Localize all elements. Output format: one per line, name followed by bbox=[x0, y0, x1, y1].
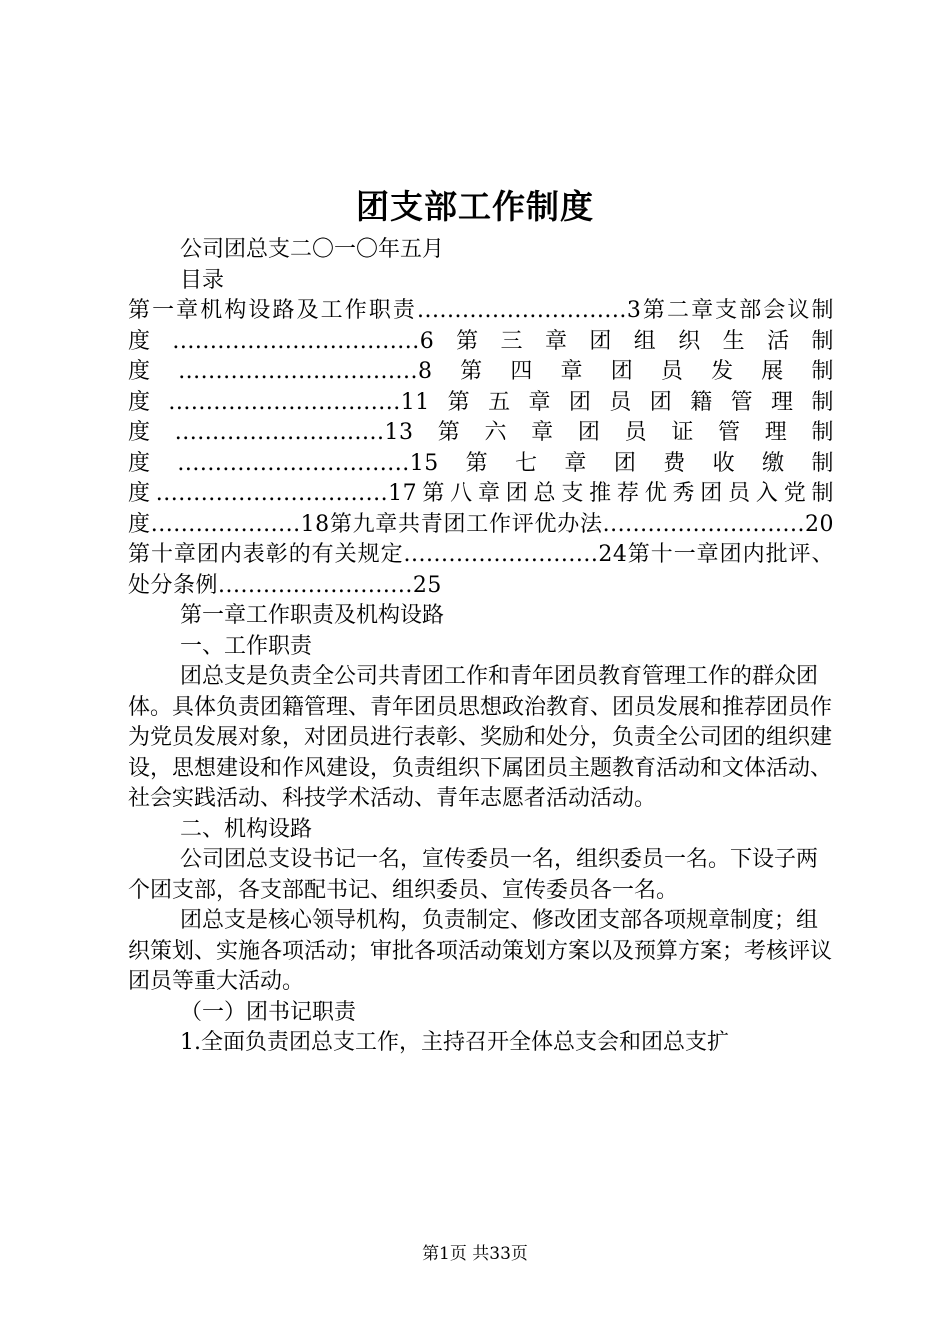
document-body bbox=[128, 235, 834, 1059]
document-title: 团支部工作制度 bbox=[356, 187, 594, 226]
subsection-1-heading: （一）团书记职责 bbox=[180, 999, 357, 1025]
table-of-contents: 第一章机构设路及工作职责............................3第二章支部会议制度.................................6第三章团组织生活制度................................8第四章团员发展制度...............................11第五章团员团籍管理制度............................13第六章团员证管理制度...............................15第七章团费收缴制度...............................17第八章团总支推荐优秀团员入党制度....................18第九章共青团工作评优办法...........................20第十章团内表彰的有关规定..........................24第十一章团内批评、处分条例..........................25 bbox=[128, 298, 834, 598]
org-date-line: 公司团总支二〇一〇年五月 bbox=[180, 237, 445, 262]
page-footer: 第1页 共33页 bbox=[422, 1244, 528, 1264]
section-2-paragraph-2: 团总支是核心领导机构，负责制定、修改团支部各项规章制度；组织策划、实施各项活动；审批各项活动策划方案以及预算方案；考核评议团员等重大活动。 bbox=[128, 908, 833, 994]
section-2-heading: 二、机构设路 bbox=[180, 816, 313, 842]
section-1-heading: 一、工作职责 bbox=[180, 633, 313, 659]
section-2-paragraph-1: 公司团总支设书记一名，宣传委员一名，组织委员一名。下设子两个团支部，各支部配书记、组织委员、宣传委员各一名。 bbox=[128, 847, 819, 903]
chapter-1-heading: 第一章工作职责及机构设路 bbox=[180, 603, 445, 628]
list-item: 1.全面负责团总支工作，主持召开全体总支会和团总支扩 bbox=[180, 1030, 729, 1055]
toc-heading: 目录 bbox=[180, 267, 225, 293]
section-1-paragraph: 团总支是负责全公司共青团工作和青年团员教育管理工作的群众团体。具体负责团籍管理、青年团员思想政治教育、团员发展和推荐团员作为党员发展对象，对团员进行表彰、奖励和处分，负责全公司团的组织建设，思想建设和作风建设，负责组织下属团员主题教育活动和文体活动、社会实践活动、科技学术活动、青年志愿者活动活动。 bbox=[128, 664, 833, 811]
